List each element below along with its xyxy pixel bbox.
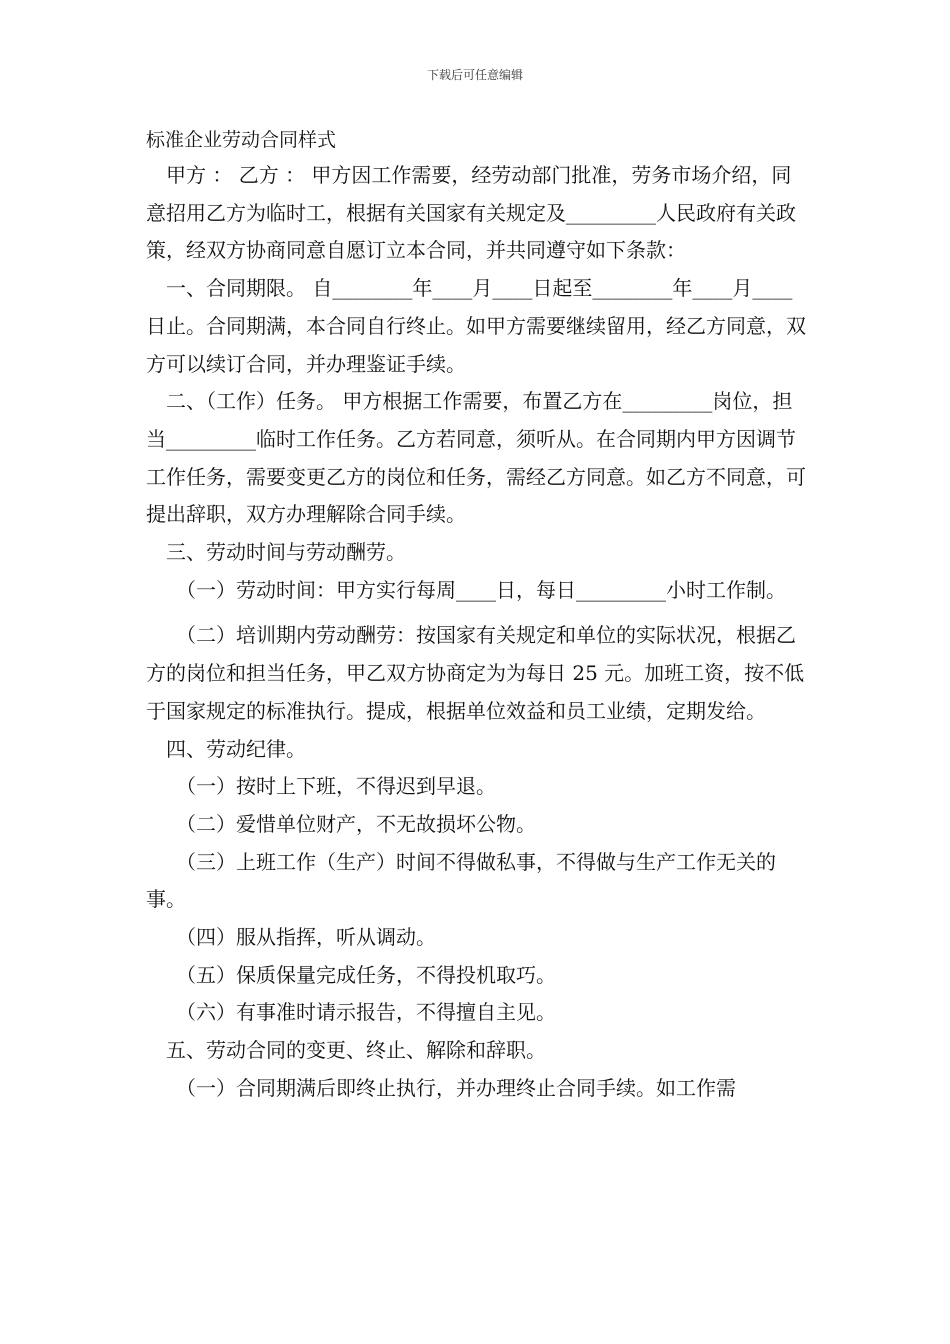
- paragraph-4-5: （五）保质保量完成任务，不得投机取巧。: [176, 962, 556, 987]
- document-body: [146, 157, 810, 1108]
- paragraph-4-3: （三）上班工作（生产）时间不得做私事，不得做与生产工作无关的事。: [146, 849, 776, 912]
- paragraph-4-6: （六）有事准时请示报告，不得擅自主见。: [176, 1000, 556, 1025]
- paragraph-5-1: （一）合同期满后即终止执行，并办理终止合同手续。如工作需: [176, 1075, 736, 1100]
- paragraph-4-1: （一）按时上下班，不得迟到早退。: [176, 774, 496, 799]
- paragraph-3-1: （一）劳动时间：甲方实行每周____日，每日_________小时工作制。: [176, 577, 786, 602]
- page-header: 下载后可任意编辑: [426, 68, 523, 82]
- paragraph-3-2: （二）培训期内劳动酬劳：按国家有关规定和单位的实际状况，根据乙方的岗位和担当任务，甲乙双方协商定为为每日 25 元。加班工资，按不低于国家规定的标准执行。提成，根据单位效益和员工业绩，定期发给。: [146, 623, 805, 723]
- paragraph-4-2: （二）爱惜单位财产，不无故损坏公物。: [176, 811, 536, 836]
- paragraph-section-2: 二、（工作）任务。 甲方根据工作需要，布置乙方在_________岗位，担当_________临时工作任务。乙方若同意，须听从。在合同期内甲方因调节工作任务，需要变更乙方的岗位和任务，需经乙方同意。如乙方不同意，可提出辞职，双方办理解除合同手续。: [146, 389, 806, 527]
- paragraph-section-4-heading: 四、劳动纪律。: [166, 736, 306, 761]
- paragraph-section-1: 一、合同期限。 自________年____月____日起至________年____月____日止。合同期满，本合同自行终止。如甲方需要继续留用，经乙方同意，双方可以续订合同，并办理鉴证手续。: [146, 276, 806, 376]
- paragraph-4-4: （四）服从指挥，听从调动。: [176, 925, 436, 950]
- document-title: 标准企业劳动合同样式: [146, 129, 337, 151]
- paragraph-section-3-heading: 三、劳动时间与劳动酬劳。: [166, 540, 406, 565]
- paragraph-section-5-heading: 五、劳动合同的变更、终止、解除和辞职。: [166, 1038, 546, 1063]
- paragraph-preamble: 甲方 ： 乙方 ： 甲方因工作需要，经劳动部门批准，劳务市场介绍，同意招用乙方为临时工，根据有关国家有关规定及_________人民政府有关政策，经双方协商同意自愿订立本合同，并共同遵守如下条款：: [146, 163, 796, 263]
